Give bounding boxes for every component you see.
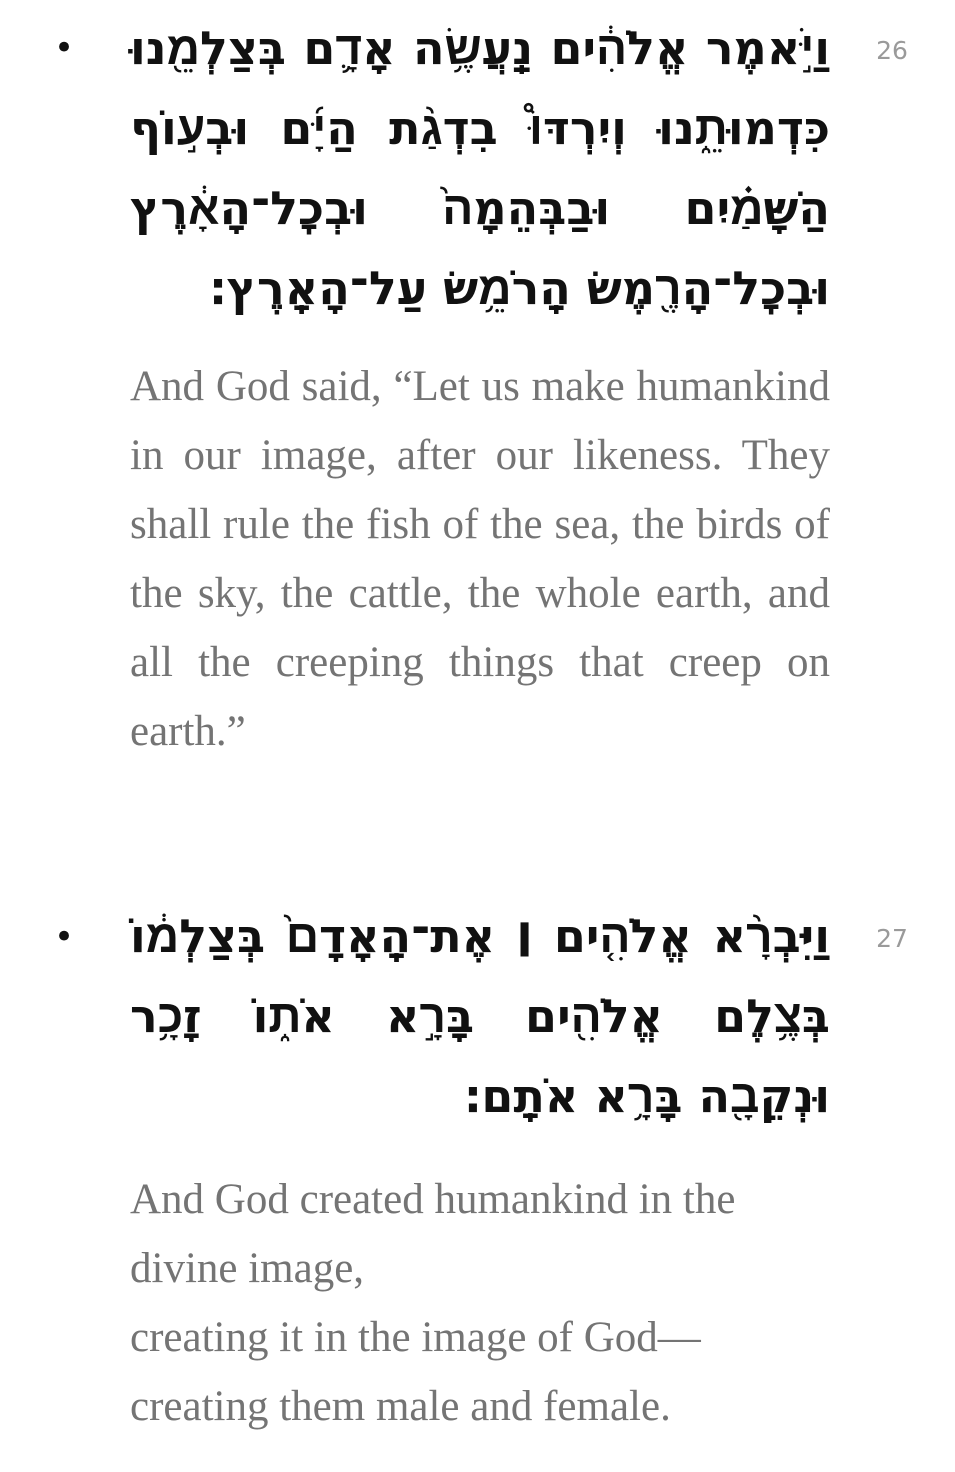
hebrew-verse-text: וַיֹּ֣אמֶר אֱלֹהִ֔ים נַֽעֲשֶׂ֥ה אָדָ֛ם בְּצַלְמֵ֖נוּ כִּדְמוּתֵ֑נוּ וְיִרְדּוּ֩ בִדְגַ֨ת הַיָּ֜ם וּבְע֣וֹף הַשָּׁמַ֗יִם וּבַבְּהֵמָה֙ וּבְכׇל־הָאָ֔רֶץ וּבְכׇל־הָרֶ֖מֶשׂ הָֽרֹמֵ֥שׂ עַל־הָאָֽרֶץ׃ bbox=[130, 21, 830, 315]
verse-number[interactable]: 26 bbox=[876, 36, 908, 65]
translation-line: creating them male and female. bbox=[130, 1383, 671, 1430]
translation-line: And God created humankind in the divine image, bbox=[130, 1176, 736, 1292]
translation-line: creating it in the image of God— bbox=[130, 1314, 701, 1361]
verse-number[interactable]: 27 bbox=[876, 924, 908, 953]
hebrew-verse-text: וַיִּבְרָ֨א אֱלֹהִ֤ים ׀ אֶת־הָֽאָדָם֙ בְּצַלְמ֔וֹ בְּצֶ֥לֶם אֱלֹהִ֖ים בָּרָ֣א אֹת֑וֹ זָכָ֥ר וּנְקֵבָ֖ה בָּרָ֥א אֹתָֽם׃ bbox=[130, 909, 830, 1123]
english-translation bbox=[130, 1165, 830, 1441]
english-translation: And God said, “Let us make humankind in our image, after our likeness. They shall rule the fish of the sea, the birds of the sky, the cattle, the whole earth, and all the creeping things that creep on earth.” bbox=[130, 363, 830, 755]
bullet-icon: • bbox=[54, 28, 75, 68]
bullet-icon: • bbox=[54, 917, 75, 957]
